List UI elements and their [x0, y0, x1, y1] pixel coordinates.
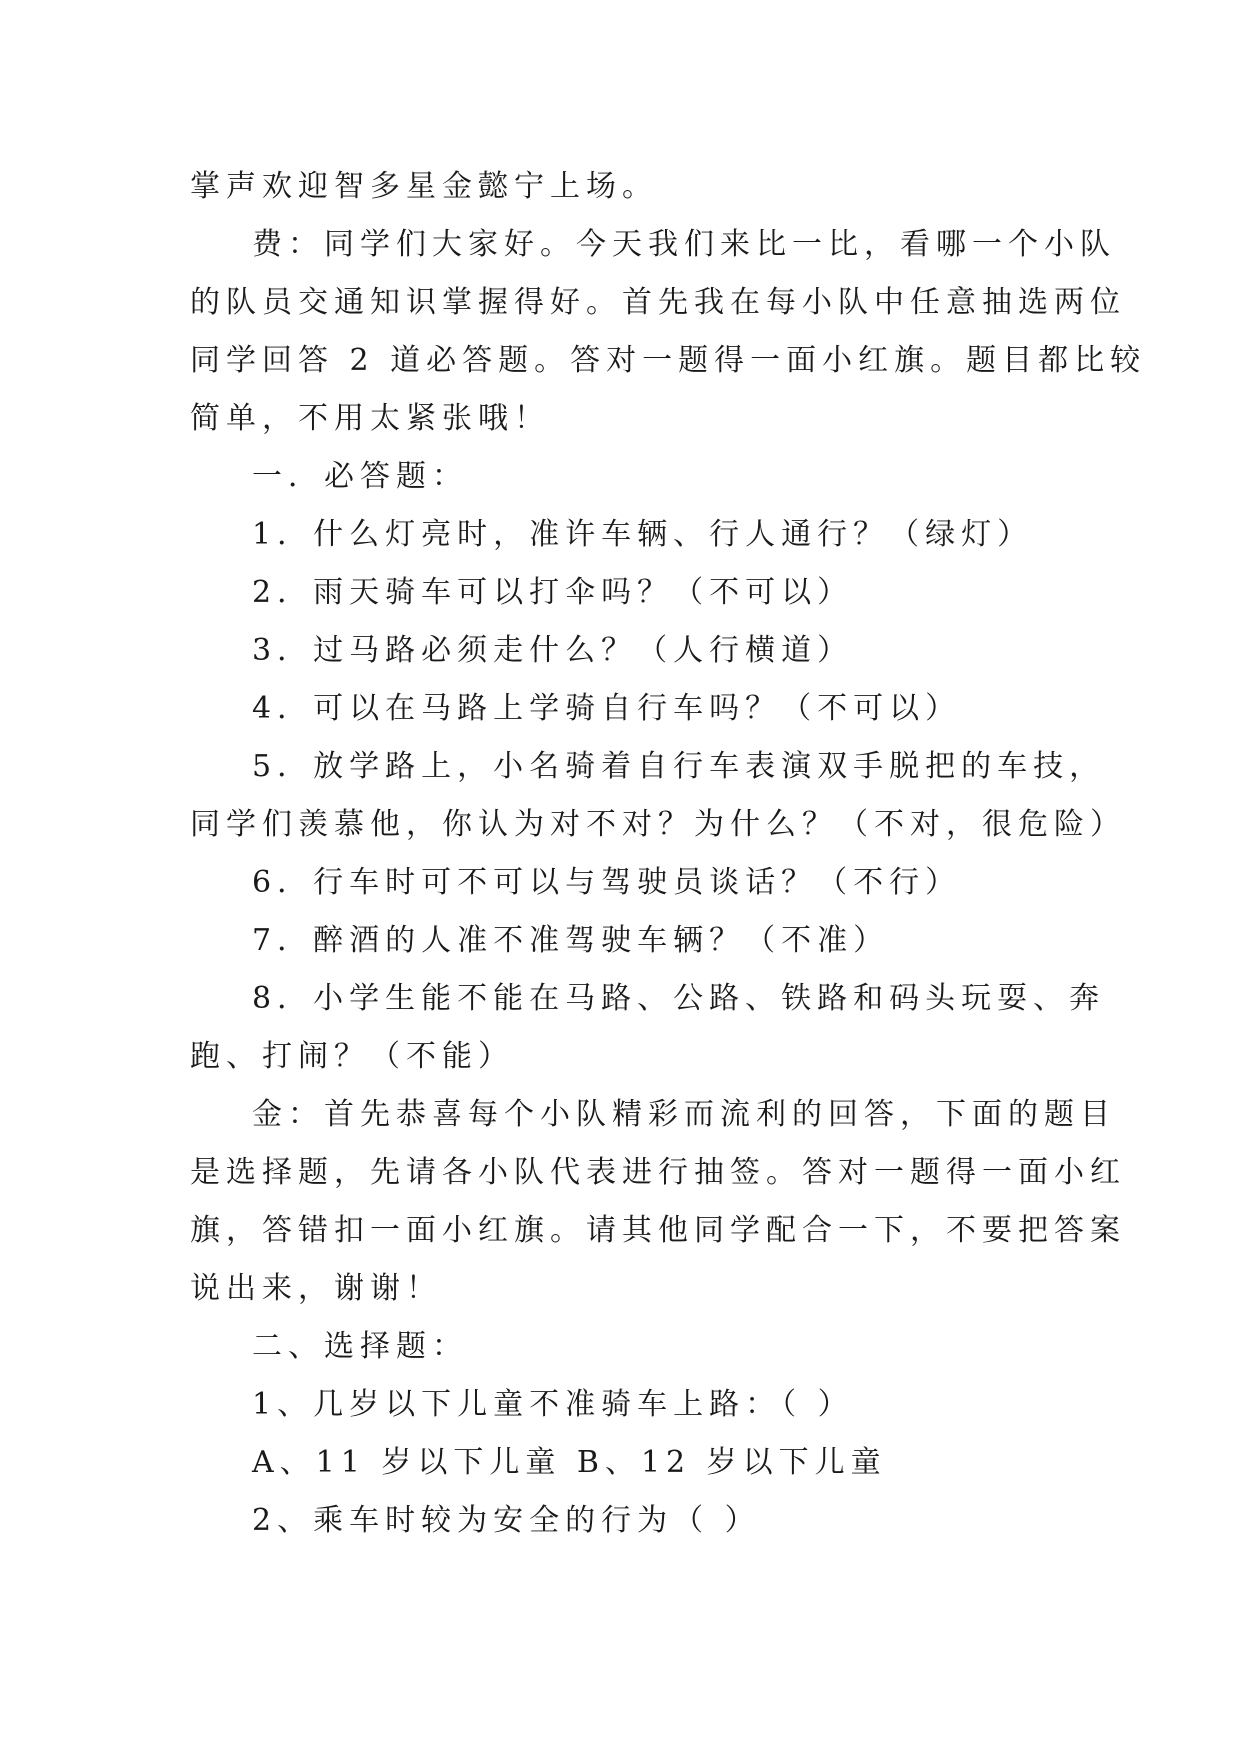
question-item-continued: 同学们羡慕他，你认为对不对？为什么？（不对，很危险） — [190, 807, 1126, 842]
question-item: 8．小学生能不能在马路、公路、铁路和码头玩耍、奔 — [252, 981, 1106, 1016]
text-line: 掌声欢迎智多星金懿宁上场。 — [190, 169, 658, 204]
section-heading: 二、选择题： — [252, 1329, 468, 1364]
answer-options: A、11 岁以下儿童 B、12 岁以下儿童 — [252, 1445, 887, 1480]
text-line: 金：首先恭喜每个小队精彩而流利的回答，下面的题目 — [252, 1097, 1116, 1132]
text-line: 的队员交通知识掌握得好。首先我在每小队中任意抽选两位 — [190, 285, 1126, 320]
question-item: 6．行车时可不可以与驾驶员谈话？（不行） — [252, 865, 962, 900]
section-heading: 一．必答题： — [252, 459, 468, 494]
text-line: 说出来，谢谢！ — [190, 1271, 442, 1306]
text-line: 简单，不用太紧张哦！ — [190, 401, 550, 436]
question-item: 7．醉酒的人准不准驾驶车辆？（不准） — [252, 923, 890, 958]
question-item: 4．可以在马路上学骑自行车吗？（不可以） — [252, 691, 962, 726]
text-line: 费：同学们大家好。今天我们来比一比，看哪一个小队 — [252, 227, 1116, 262]
text-line: 旗，答错扣一面小红旗。请其他同学配合一下，不要把答案 — [190, 1213, 1126, 1248]
question-item: 2、乘车时较为安全的行为（ ） — [252, 1503, 761, 1538]
text-line: 是选择题，先请各小队代表进行抽签。答对一题得一面小红 — [190, 1155, 1126, 1190]
question-item: 3．过马路必须走什么？（人行横道） — [252, 633, 854, 668]
question-item: 2．雨天骑车可以打伞吗？（不可以） — [252, 575, 854, 610]
question-item: 1．什么灯亮时，准许车辆、行人通行？（绿灯） — [252, 517, 1034, 552]
question-item: 5．放学路上，小名骑着自行车表演双手脱把的车技， — [252, 749, 1106, 784]
question-item: 1、几岁以下儿童不准骑车上路：（ ） — [252, 1387, 854, 1422]
question-item-continued: 跑、打闹？（不能） — [190, 1039, 514, 1074]
text-line: 同学回答 2 道必答题。答对一题得一面小红旗。题目都比较 — [190, 343, 1147, 378]
